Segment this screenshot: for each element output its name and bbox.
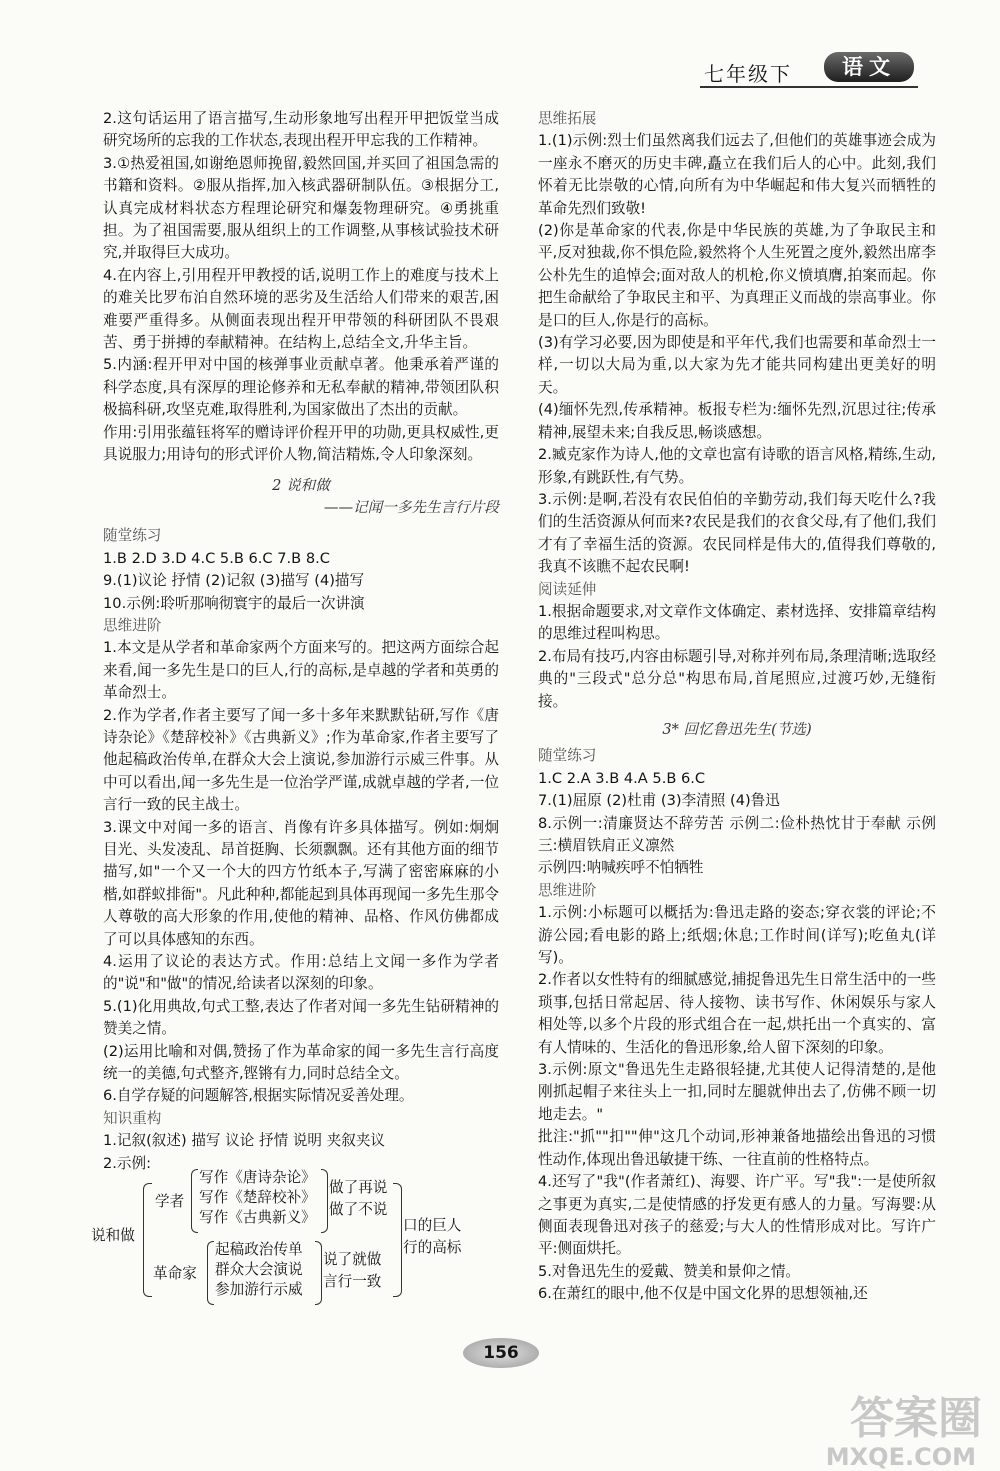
answer-line: 2.示例: — [103, 1154, 152, 1172]
structure-diagram — [91, 1169, 499, 1305]
answer-paragraph: 3.示例:是啊,若没有农民伯伯的辛勤劳动,我们每天吃什么?我们的生活资源从何而来?农民是我们的衣食父母,有了他们,我们才有了幸福生活的资源。农民同样是伟大的,值得我们尊敬的,我真不该瞧不起农民啊! — [538, 490, 936, 576]
diagram-item: 写作《古典新义》 — [199, 1209, 316, 1227]
diagram-item: 起稿政治传单 — [215, 1241, 303, 1259]
diagram-brace — [321, 1169, 328, 1233]
diagram-item: 写作《楚辞校补》 — [199, 1189, 316, 1207]
reading-heading: 阅读延伸 — [538, 580, 597, 598]
answer-paragraph: 4.还写了"我"(作者萧红)、海婴、许广平。写"我":一是使所叙之事更为真实,二是使情感的抒发更有感人的力量。写海婴:从侧面表现鲁迅对孩子的慈爱;与大人的性情形成对比。写许广平:侧面烘托。 — [538, 1173, 936, 1258]
watermark-logo: 答案圈 — [850, 1393, 982, 1444]
answer-paragraph: 5.对鲁迅先生的爱戴、赞美和景仰之情。 — [538, 1262, 801, 1280]
diagram-revolutionary: 革命家 — [153, 1265, 197, 1283]
diagram-brace — [315, 1241, 322, 1305]
answer-paragraph: (3)有学习必要,因为即使是和平年代,我们也需要和革命烈士一样,一切以大局为重,以大家为先才能共同构建出更美好的明天。 — [538, 334, 936, 396]
answer-paragraph: 2.作者以女性特有的细腻感觉,捕捉鲁迅先生日常生活中的一些琐事,包括日常起居、待人接物、读书写作、休闲娱乐与家人相处等,以多个片段的形式组合在一起,烘托出一个真实的、富有人情味的、生活化的鲁迅形象,给人留下深刻的印象。 — [538, 971, 937, 1056]
diagram-scholar: 学者 — [155, 1193, 185, 1211]
diagram-final: 行的高标 — [403, 1239, 462, 1257]
advance-heading: 思维进阶 — [103, 616, 162, 634]
answer-paragraph: 6.自学存疑的问题解答,根据实际情况妥善处理。 — [103, 1087, 414, 1105]
diagram-brace — [191, 1169, 198, 1233]
section-title: 3* 回忆鲁迅先生(节选) — [662, 720, 812, 738]
answer-paragraph: 2.作为学者,作者主要写了闻一多十多年来默默钻研,写作《唐诗杂论》《楚辞校补》《古典新义》;作为革命家,作者主要写了他起稿政治传单,在群众大会上演说,参加游行示威三件事。从中可以看出,闻一多先生是一位治学严谨,成就卓越的学者,一位言行一致的民主战士。 — [103, 706, 499, 814]
answer-paragraph: 3.①热爱祖国,如谢绝恩师挽留,毅然回国,并买回了祖国急需的书籍和资料。②服从指挥,加入核武器研制队伍。③根据分工,认真完成材料状态方程理论研究和爆轰物理研究。④勇挑重担。为了祖国需要,服从组织上的工作调整,从事核试验技术研究,并取得巨大成功。 — [103, 154, 499, 262]
diagram-result: 说了就做 — [323, 1251, 382, 1269]
diagram-result: 做了不说 — [329, 1201, 388, 1219]
answer-paragraph: 4.在内容上,引用程开甲教授的话,说明工作上的难度与技术上的难关比罗布泊自然环境的恶劣及生活给人们带来的艰苦,困难要严重得多。从侧面表现出程开甲带领的科研团队不畏艰苦、勇于拼搏的奉献精神。在结构上,总结全文,升华主旨。 — [103, 266, 499, 352]
diagram-brace — [143, 1183, 152, 1297]
answer-line: 示例四:呐喊疾呼不怕牺牲 — [538, 859, 704, 877]
diagram-result: 言行一致 — [323, 1273, 382, 1291]
practice-heading: 随堂练习 — [538, 747, 597, 765]
subject-badge: 语文 — [824, 52, 914, 82]
answer-line: 9.(1)议论 抒情 (2)记叙 (3)描写 (4)描写 — [103, 572, 365, 590]
answer-paragraph: 1.示例:小标题可以概括为:鲁迅走路的姿态;穿衣裳的评论;不游公园;看电影的路上;纸烟;休息;工作时间(详写);吃鱼丸(详写)。 — [538, 904, 936, 967]
expand-heading: 思维拓展 — [538, 110, 597, 127]
answer-line: 10.示例:聆听那响彻寰宇的最后一次讲演 — [103, 594, 365, 612]
answer-paragraph: 1.根据命题要求,对文章作文体确定、素材选择、安排篇章结构的思维过程叫构思。 — [538, 602, 937, 643]
answer-paragraph: (2)你是革命家的代表,你是中华民族的英雄,为了争取民主和平,反对独裁,你不惧危险,毅然将个人生死置之度外,毅然出席李公朴先生的追悼会;面对敌人的机枪,你义愤填膺,拍案而起。你把生命献给了争取民主和平、为真理正义而战的崇高事业。你是口的巨人,你是行的高标。 — [538, 222, 936, 329]
answer-paragraph: 批注:"抓""扣""伸"这几个动词,形神兼备地描绘出鲁迅的习惯性动作,体现出鲁迅敏捷干练、一往直前的性格特点。 — [538, 1128, 936, 1168]
practice-heading: 随堂练习 — [103, 527, 162, 545]
answer-paragraph: 4.运用了议论的表达方式。作用:总结上文闻一多作为学者的"说"和"做"的情况,给读者以深刻的印象。 — [103, 953, 499, 993]
answer-paragraph: (2)运用比喻和对偶,赞扬了作为革命家的闻一多先生言行高度统一的美德,句式整齐,铿锵有力,同时总结全文。 — [103, 1042, 499, 1083]
section-title: 2 说和做 — [272, 476, 330, 494]
diagram-result: 做了再说 — [329, 1179, 388, 1197]
diagram-item: 群众大会演说 — [215, 1261, 303, 1279]
answer-paragraph: 作用:引用张蕴钰将军的赠诗评价程开甲的功勋,更具权威性,更具说服力;用诗句的形式评价人物,简洁精炼,令人印象深刻。 — [103, 423, 499, 464]
answer-paragraph: 3.课文中对闻一多的语言、肖像有许多具体描写。例如:炯炯目光、头发凌乱、昂首挺胸、长须飘飘。还有其他方面的细节描写,如"一个又一个大的四方竹纸本子,写满了密密麻麻的小楷,如群蚁排衙"。凡此种种,都能起到具体再现闻一多先生那令人尊敬的高大形象的作用,使他的精神、品格、作风仿佛都成了可以具体感知的东西。 — [103, 818, 499, 948]
answer-paragraph: (4)缅怀先烈,传承精神。板报专栏为:缅怀先烈,沉思过往;传承精神,展望未来;自我反思,畅谈感想。 — [538, 401, 936, 441]
advance-heading: 思维进阶 — [538, 881, 597, 899]
section-subtitle: ——记闻一多先生言行片段 — [323, 498, 499, 516]
right-column — [538, 108, 936, 1306]
answer-paragraph: 3.示例:原文"鲁迅先生走路很轻捷,尤其使人记得清楚的,是他刚抓起帽子来往头上一扣,同时左腿就伸出去了,仿佛不顾一切地走去。" — [538, 1061, 936, 1123]
diagram-item: 写作《唐诗杂论》 — [199, 1169, 316, 1187]
answer-paragraph: 1.本文是从学者和革命家两个方面来写的。把这两方面综合起来看,闻一多先生是口的巨人,行的高标,是卓越的学者和英勇的革命烈士。 — [103, 639, 499, 702]
page-number: 156 — [463, 1338, 539, 1368]
answer-paragraph: 6.在萧红的眼中,他不仅是中国文化界的思想领袖,还 — [538, 1285, 868, 1303]
diagram-final: 口的巨人 — [403, 1217, 462, 1235]
answer-paragraph: 1.(1)示例:烈士们虽然离我们远去了,但他们的英雄事迹会成为一座永不磨灭的历史丰碑,矗立在我们后人的心中。此刻,我们怀着无比崇敬的心情,向所有为中华崛起和伟大复兴而牺牲的革命先烈们致敬! — [538, 132, 936, 217]
answer-line: 1.B 2.D 3.D 4.C 5.B 6.C 7.B 8.C — [103, 549, 330, 567]
watermark-url: MXQE.COM — [825, 1443, 976, 1471]
diagram-root: 说和做 — [91, 1227, 135, 1245]
answer-paragraph: 2.臧克家作为诗人,他的文章也富有诗歌的语言风格,精练,生动,形象,有跳跃性,有气势。 — [538, 446, 936, 486]
answer-paragraph: 5.内涵:程开甲对中国的核弹事业贡献卓著。他秉承着严谨的科学态度,具有深厚的理论修养和无私奉献的精神,带领团队积极搞科研,攻坚克难,取得胜利,为国家做出了杰出的贡献。 — [103, 356, 499, 419]
answer-paragraph: 5.(1)化用典故,句式工整,表达了作者对闻一多先生钻研精神的赞美之情。 — [103, 997, 499, 1038]
answer-line: 1.C 2.A 3.B 4.A 5.B 6.C — [538, 769, 706, 787]
diagram-brace — [207, 1241, 214, 1305]
answer-paragraph: 2.布局有技巧,内容由标题引导,对称并列布局,条理清晰;选取经典的"三段式"总分总"构思布局,首尾照应,过渡巧妙,无缝衔接。 — [538, 647, 936, 710]
header-rule — [700, 86, 918, 88]
diagram-brace — [393, 1183, 402, 1297]
answer-line: 1.记叙(叙述) 描写 议论 抒情 说明 夹叙夹议 — [103, 1132, 386, 1150]
grade-label: 七年级下 — [704, 62, 792, 86]
answer-line: 8.示例一:清廉贤达不辞劳苦 示例二:俭朴热忱甘于奉献 示例三:横眉铁肩正义凛然 — [538, 814, 936, 854]
answer-paragraph: 2.这句话运用了语言描写,生动形象地写出程开甲把饭堂当成研究场所的忘我的工作状态,表现出程开甲忘我的工作精神。 — [103, 110, 499, 150]
left-column — [91, 108, 499, 1305]
rebuild-heading: 知识重构 — [103, 1109, 162, 1127]
answer-line: 7.(1)屈原 (2)杜甫 (3)李清照 (4)鲁迅 — [538, 792, 780, 810]
page-header — [690, 46, 930, 92]
diagram-item: 参加游行示威 — [215, 1281, 303, 1299]
